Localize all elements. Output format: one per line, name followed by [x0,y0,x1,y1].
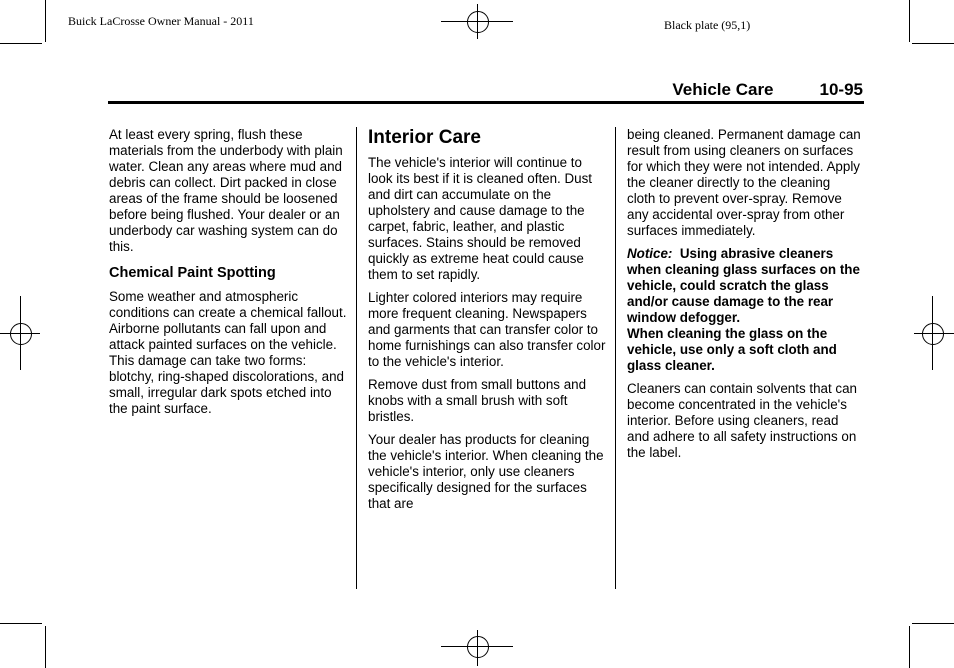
manual-title: Buick LaCrosse Owner Manual - 2011 [68,14,254,28]
paragraph: Some weather and atmospheric conditions can create a chemical fallout. Airborne pollutants can fall upon and attack painted surfaces on the vehicle. This damage can take two forms: blotchy, ring-shaped discolorations, and small, irregular dark spots etched into the paint surface. [109,289,347,416]
notice-label: Notice: [627,246,673,261]
paragraph: Lighter colored interiors may require more frequent cleaning. Newspapers and garments that can transfer color to home furnishings can also transfer color to the vehicle's interior. [368,290,606,369]
plate-label: Black plate (95,1) [664,18,751,32]
paragraph: At least every spring, flush these materials from the underbody with plain water. Clean any areas where mud and debris can collect. Dirt packed in close areas of the frame should be loosened before being flushed. Your dealer or an underbody car washing system can do this. [109,127,343,254]
crop-mark [45,626,46,668]
subheading: Chemical Paint Spotting [109,265,276,281]
crop-mark [0,623,42,624]
column-2 [368,127,606,519]
crop-mark [912,623,954,624]
section-heading: Interior Care [368,127,481,148]
crop-mark [912,43,954,44]
paragraph: being cleaned. Permanent damage can result from using cleaners on surfaces for which they were not intended. Apply the cleaner directly to the cleaning cloth to prevent over-spray. Remove any accidental over-spray from other surfaces immediately. [627,127,861,238]
section-header [672,80,863,100]
notice-text: When cleaning the glass on the vehicle, use only a soft cloth and glass cleaner. [627,326,837,373]
notice-block [627,246,861,374]
crop-mark [45,0,46,42]
notice-text: Using abrasive cleaners when cleaning glass surfaces on the vehicle, could scratch the glass and/or cause damage to the rear window defogger. [627,246,860,325]
section-title: Vehicle Care [672,80,774,99]
crop-mark [0,43,42,44]
crop-mark [909,0,910,42]
crop-mark [909,626,910,668]
column-divider [615,127,616,589]
paragraph: Cleaners can contain solvents that can become concentrated in the vehicle's interior. Before using cleaners, read and adhere to all safety instructions on the label. [627,381,858,460]
paragraph: Remove dust from small buttons and knobs with a small brush with soft bristles. [368,377,587,424]
paragraph: The vehicle's interior will continue to look its best if it is cleaned often. Dust and dirt can accumulate on the upholstery and cause damage to the carpet, fabric, leather, and plastic surfaces. Stains should be removed quickly as extreme heat could cause them to set rapidly. [368,155,593,282]
column-1 [109,127,347,424]
column-divider [356,127,357,589]
column-3 [627,127,861,468]
paragraph: Your dealer has products for cleaning the vehicle's interior. When cleaning the vehicle's interior, only use cleaners specifically designed for the surfaces that are [368,432,604,511]
header-rule [108,101,864,104]
page-number: 10-95 [819,80,863,99]
